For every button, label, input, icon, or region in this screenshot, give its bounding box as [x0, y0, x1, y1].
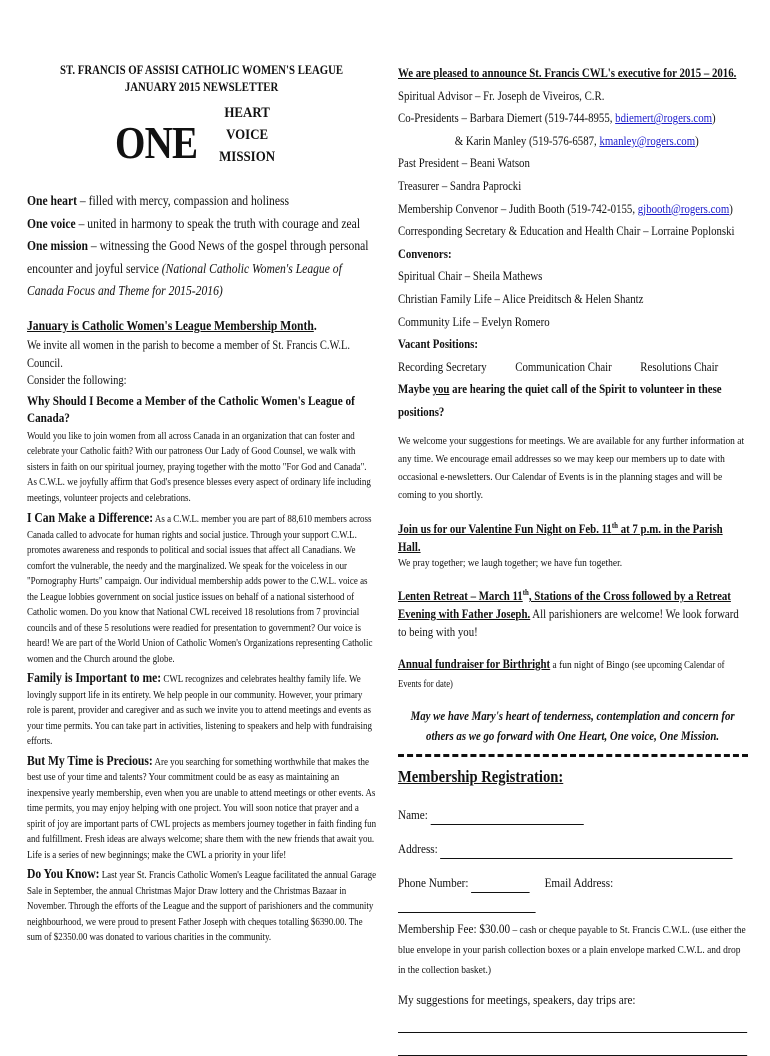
- executive-heading: We are pleased to announce St. Francis CWL's executive for 2015 – 2016.: [398, 66, 737, 80]
- vacant-resolutions-chair: Resolutions Chair: [640, 359, 719, 374]
- one-word: ONE: [115, 117, 198, 168]
- why-text: Would you like to join women from all across Canada in an organization that can foster and celebrate your Catholic faith? With our patroness Our Lady of Good Counsel, we walk with sisters in faith on our spiritual journey, praying together with the motto "For God and Canada". As C.W.L. we joyfully affirm that God's presence blesses every aspect of ordinary life including meetings, volunteer projects and celebrations.: [27, 430, 371, 504]
- contact-row: Phone Number: Email Address:: [398, 873, 747, 913]
- one-heart-voice-mission: [27, 102, 377, 190]
- suggestions-line-2[interactable]: [398, 1033, 747, 1056]
- lenten-retreat: Lenten Retreat – March 11th, Stations of the Cross followed by a Retreat Evening with Father Joseph. All parishioners are welcome! We look forward to being with you!: [398, 587, 739, 639]
- closing-prayer: May we have Mary's heart of tenderness, contemplation and concern for others as we go forward with One Heart, One voice, One Mission.: [410, 709, 735, 743]
- invite-text: We invite all women in the parish to become a member of St. Francis C.W.L. Council.: [27, 338, 351, 370]
- vacant-heading: Vacant Positions:: [398, 337, 478, 352]
- address-row: Address:: [398, 839, 747, 859]
- spiritual-chair: Spiritual Chair – Sheila Mathews: [398, 269, 543, 284]
- welcome-text: We welcome your suggestions for meetings. We are available for any further information at any time. We encourage email addresses so we may keep our members up to date with occasional e-newsletters. Our Calendar of Events is in the planning stages and will be coming to you shortly.: [398, 434, 745, 501]
- vacant-positions: [398, 356, 747, 379]
- right-column: [398, 62, 748, 1056]
- name-row: Name:: [398, 805, 747, 825]
- one-heart-line: One heart – filled with mercy, compassion and holiness: [27, 193, 290, 208]
- email-link-kmanley[interactable]: kmanley@rogers.com: [599, 133, 696, 148]
- past-president: Past President – Beani Watson: [398, 156, 530, 171]
- suggestions-label: My suggestions for meetings, speakers, day trips are:: [398, 992, 636, 1007]
- registration-heading: Membership Registration:: [398, 767, 564, 786]
- spiritual-advisor: Spiritual Advisor – Fr. Joseph de Viveiros, C.R.: [398, 88, 605, 103]
- membership-month-heading: January is Catholic Women's League Membership Month.: [27, 317, 317, 333]
- name-field[interactable]: [431, 810, 584, 825]
- one-list: [217, 102, 287, 168]
- address-field[interactable]: [441, 844, 733, 859]
- voice-label: VOICE: [226, 127, 269, 143]
- email-link-bdiemert[interactable]: bdiemert@rogers.com: [615, 111, 713, 126]
- suggestions-line-1[interactable]: [398, 1010, 747, 1033]
- newsletter-title: ST. FRANCIS OF ASSISI CATHOLIC WOMEN'S LEAGUE: [60, 63, 344, 77]
- newsletter-subtitle: JANUARY 2015 NEWSLETTER: [124, 80, 279, 94]
- why-heading: Why Should I Become a Member of the Catholic Women's League of Canada?: [27, 392, 355, 425]
- co-presidents-1: Co-Presidents – Barbara Diemert (519-744-8955, bdiemert@rogers.com): [398, 111, 716, 126]
- treasurer: Treasurer – Sandra Paprocki: [398, 178, 522, 193]
- membership-convenor: Membership Convenor – Judith Booth (519-742-0155, gjbooth@rogers.com): [398, 201, 733, 216]
- corresponding-secretary: Corresponding Secretary & Education and Health Chair – Lorraine Poplonski: [398, 224, 735, 239]
- community-life-chair: Community Life – Evelyn Romero: [398, 314, 550, 329]
- valentine-text: We pray together; we laugh together; we have fun together.: [398, 556, 623, 569]
- email-link-gjbooth[interactable]: gjbooth@rogers.com: [637, 201, 730, 216]
- dashed-divider: [398, 754, 748, 757]
- membership-fee: Membership Fee: $30.00 – cash or cheque payable to St. Francis C.W.L. (use either the blue envelope in your parish collection boxes or a plain envelope marked C.W.L. and drop in the collection basket.): [398, 921, 746, 976]
- section-time: But My Time is Precious: Are you searching for something worthwhile that makes the best use of your time and talents? Your commitment could be as easy as maintaining an inexpensive yearly membership, even when you are unable to attend meetings or other events. As time permits, you may enjoy helping with one project. You will soon notice that prayer and a spirit of joy are important parts of CWL projects as members journey together in faith finding fun and fulfillment. Fresh ideas are always welcome; share them with the new friends that await you. Life is a series of new beginnings; make the CWL a priority in your life!: [27, 752, 377, 861]
- one-mission-line: One mission – witnessing the Good News of the gospel through personal encounter and joyful service (National Catholic Women's League of Canada Focus and Theme for 2015-2016): [27, 238, 369, 298]
- email-field[interactable]: [398, 898, 536, 913]
- mission-label: MISSION: [219, 149, 276, 165]
- volunteer-call: Maybe you are hearing the quiet call of the Spirit to volunteer in these positions?: [398, 382, 722, 419]
- consider-text: Consider the following:: [27, 373, 127, 387]
- birthright-fundraiser: Annual fundraiser for Birthright a fun night of Bingo (see upcoming Calendar of Events for date): [398, 657, 725, 690]
- convenors-heading: Convenors:: [398, 246, 452, 261]
- family-life-chair: Christian Family Life – Alice Preiditsch & Helen Shantz: [398, 291, 644, 306]
- valentine-heading: Join us for our Valentine Fun Night on Feb. 11th at 7 p.m. in the Parish Hall.: [398, 520, 723, 554]
- section-difference: I Can Make a Difference: As a C.W.L. member you are part of 88,610 members across Canada called to advocate for human rights and social justice. Through your support C.W.L. promotes awareness and responds to political and social issues that affect all Canadians. We comfort the vulnerable, the needy and the marginalized. We speak for the voiceless in our "Pornography Hurts" campaign. Our individual membership adds power to the C.W.L. voice as the League lobbies government on social justice issues on behalf of a national sisterhood of Catholic women. Do you know that National CWL received 18 resolutions from 7 provincial councils and of these 5 resolutions were readied for presentation to government? Our voice is heard! We are part of the World Union of Catholic Women's Organizations representing Catholic women and the Church around the globe.: [27, 510, 373, 665]
- vacant-recording-secretary: Recording Secretary: [398, 359, 487, 374]
- phone-field[interactable]: [471, 878, 529, 893]
- section-do-you-know: Do You Know: Last year St. Francis Catholic Women's League facilitated the annual Garage Sale in September, the annual Christmas Major Draw lottery and the Christmas Bazaar in November. Through the efforts of the League and the support of parishioners and the community neighbourhood, we were proud to present Father Joseph with cheques totalling $6390.00. The sum of $2350.00 was donated to various charities in the community.: [27, 866, 377, 943]
- one-voice-line: One voice – united in harmony to speak the truth with courage and zeal: [27, 215, 361, 231]
- section-family: Family is Important to me: CWL recognizes and celebrates healthy family life. We lovingly support life in its entirety. We help people in our community. However, your primary role is parent, provider and caregiver and as such we invite you to attend meetings and events as your time permits. You can take part in activities, listening to speakers and help with fundraising efforts.: [27, 670, 372, 747]
- co-presidents-2: & Karin Manley (519-576-6587, kmanley@rogers.com): [454, 133, 699, 148]
- heart-label: HEART: [224, 105, 270, 121]
- vacant-communication-chair: Communication Chair: [515, 359, 612, 374]
- left-column: [27, 62, 377, 946]
